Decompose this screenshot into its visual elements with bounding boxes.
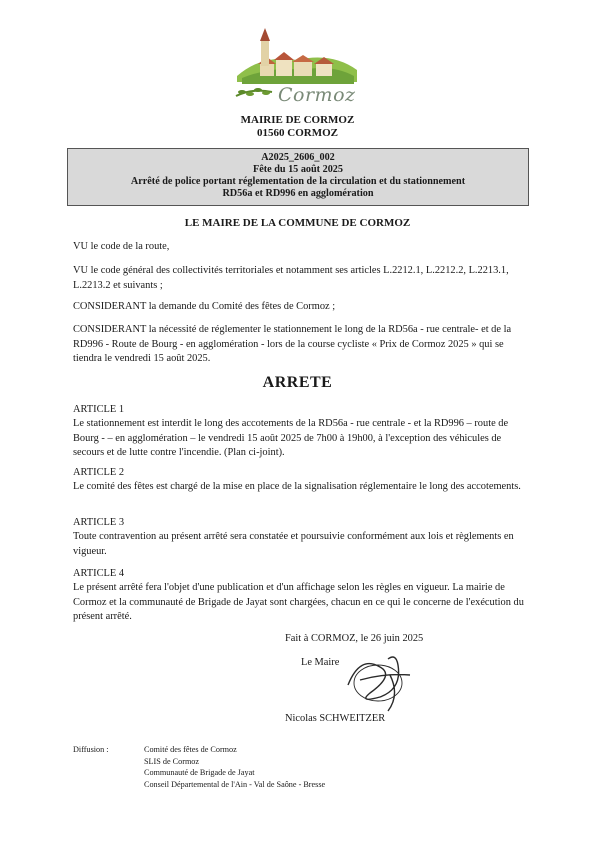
mairie-address: 01560 CORMOZ (257, 127, 338, 139)
diffusion-list (144, 744, 325, 790)
article-1-text: Le stationnement est interdit le long des accotements de la RD56a - rue centrale - et la RD996 – route de Bourg - – en agglomération – le vendredi 15 août 2025 de 7h00 à 19h00, à l'exception des véhicules de secours et de lutte contre l'incendie. (Plan ci-joint). (73, 418, 509, 458)
arrete-heading: ARRETE (262, 374, 333, 391)
arrete-title-line2: RD56a et RD996 en agglomération (222, 188, 374, 199)
considerant-demande: CONSIDERANT la demande du Comité des fêtes de Cormoz ; (73, 301, 336, 312)
diffusion-item: Conseil Départemental de l'Ain - Val de Saône - Bresse (144, 779, 326, 789)
article-1-title: ARTICLE 1 (73, 404, 125, 415)
vu-code-route: VU le code de la route, (73, 241, 170, 252)
diffusion-item: SLIS de Cormoz (144, 756, 200, 766)
arrete-event: Fête du 15 août 2025 (253, 164, 343, 175)
article-3-title: ARTICLE 3 (73, 517, 125, 528)
article-4-text: Le présent arrêté fera l'objet d'une publication et d'un affichage selon les règles en vigueur. La mairie de Cormoz et la communauté de Brigade de Jayat sont chargées, chacun en ce qui le concerne de l'exécution du présent arrêté. (73, 582, 524, 622)
logo-text: Cormoz (278, 84, 356, 106)
diffusion-label: Diffusion : (73, 745, 109, 754)
article-2-title: ARTICLE 2 (73, 467, 125, 478)
considerant-necessite: CONSIDERANT la nécessité de réglementer le stationnement le long de la RD56a - rue centrale- et de la RD996 - Route de Bourg - en agglomération - lors de la course cycliste « Prix de Cormoz 2025 » qui se tiendra le vendredi 15 août 2025. (73, 324, 512, 364)
article-4-title: ARTICLE 4 (73, 568, 125, 579)
signature-role: Le Maire (301, 657, 340, 668)
arrete-reference: A2025_2606_002 (261, 152, 335, 163)
arrete-title-box (67, 148, 529, 206)
arrete-title-line1: Arrêté de police portant réglementation de la circulation et du stationnement (130, 176, 466, 187)
signature-place-date: Fait à CORMOZ, le 26 juin 2025 (285, 633, 424, 644)
signatory-name: Nicolas SCHWEITZER (285, 713, 386, 724)
article-2-text: Le comité des fêtes est chargé de la mise en place de la signalisation réglementaire le long des accotements. (73, 481, 521, 492)
maire-title: LE MAIRE DE LA COMMUNE DE CORMOZ (184, 217, 411, 229)
handwritten-signature (340, 645, 420, 715)
article-3-text: Toute contravention au présent arrêté sera constatée et poursuivie conformément aux lois et règlements en vigueur. (73, 531, 514, 557)
diffusion-item: Comité des fêtes de Cormoz (144, 745, 237, 754)
vu-cgct: VU le code général des collectivités territoriales et notamment ses articles L.2212.1, L.2212.2, L.2213.1, L.2213.2 et suivants ; (73, 265, 509, 291)
diffusion-item: Communauté de Brigade de Jayat (144, 768, 255, 778)
mairie-name: MAIRIE DE CORMOZ (240, 114, 355, 126)
